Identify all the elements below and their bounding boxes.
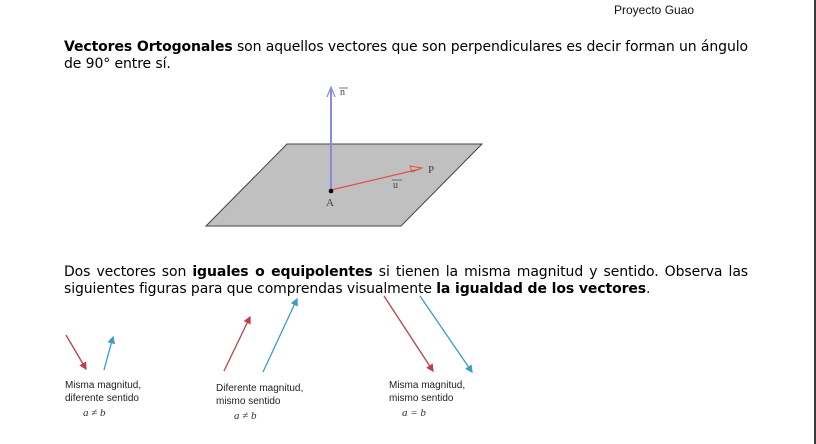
term-orthogonal: Vectores Ortogonales <box>64 39 233 55</box>
label-p: P <box>428 164 435 176</box>
vector-a-fig1 <box>66 335 86 369</box>
caption-line: Misma magnitud, <box>389 380 466 391</box>
caption-line: diferente sentido <box>65 393 139 404</box>
vector-a-fig3 <box>384 296 433 371</box>
label-a: A <box>326 197 334 209</box>
formula-fig2: a ≠ b <box>234 410 257 422</box>
caption-fig1 <box>65 379 141 405</box>
caption-line: mismo sentido <box>389 393 454 404</box>
caption-fig2 <box>216 382 303 408</box>
header-title: Proyecto Guao <box>614 3 695 17</box>
formula-fig1: a ≠ b <box>83 407 106 419</box>
paragraph-text: son aquellos vectores que son perpendiculares es decir forman un ángulo de 90° entre sí. <box>64 39 748 72</box>
formula-fig3: a = b <box>402 407 426 419</box>
vector-b-fig3 <box>420 296 472 372</box>
paragraph-text: Dos vectores son <box>64 264 193 280</box>
label-n: n <box>340 87 345 98</box>
vector-b-fig2 <box>263 299 297 372</box>
caption-line: Diferente magnitud, <box>216 383 304 394</box>
caption-line: mismo sentido <box>216 396 281 407</box>
label-u: u <box>393 180 398 191</box>
paragraph-text: . <box>646 281 651 297</box>
vector-b-fig1 <box>104 337 113 370</box>
vector-a-fig2 <box>224 317 250 371</box>
term-equality: la igualdad de los vectores <box>436 281 647 297</box>
paragraph-text: si tienen la misma magnitud y sentido. Observa las siguientes figuras para que comprendas visualmente <box>64 264 748 297</box>
caption-line: Misma magnitud, <box>65 380 142 391</box>
caption-fig3 <box>389 379 465 405</box>
term-equipolentes: iguales o equipolentes <box>192 264 373 280</box>
